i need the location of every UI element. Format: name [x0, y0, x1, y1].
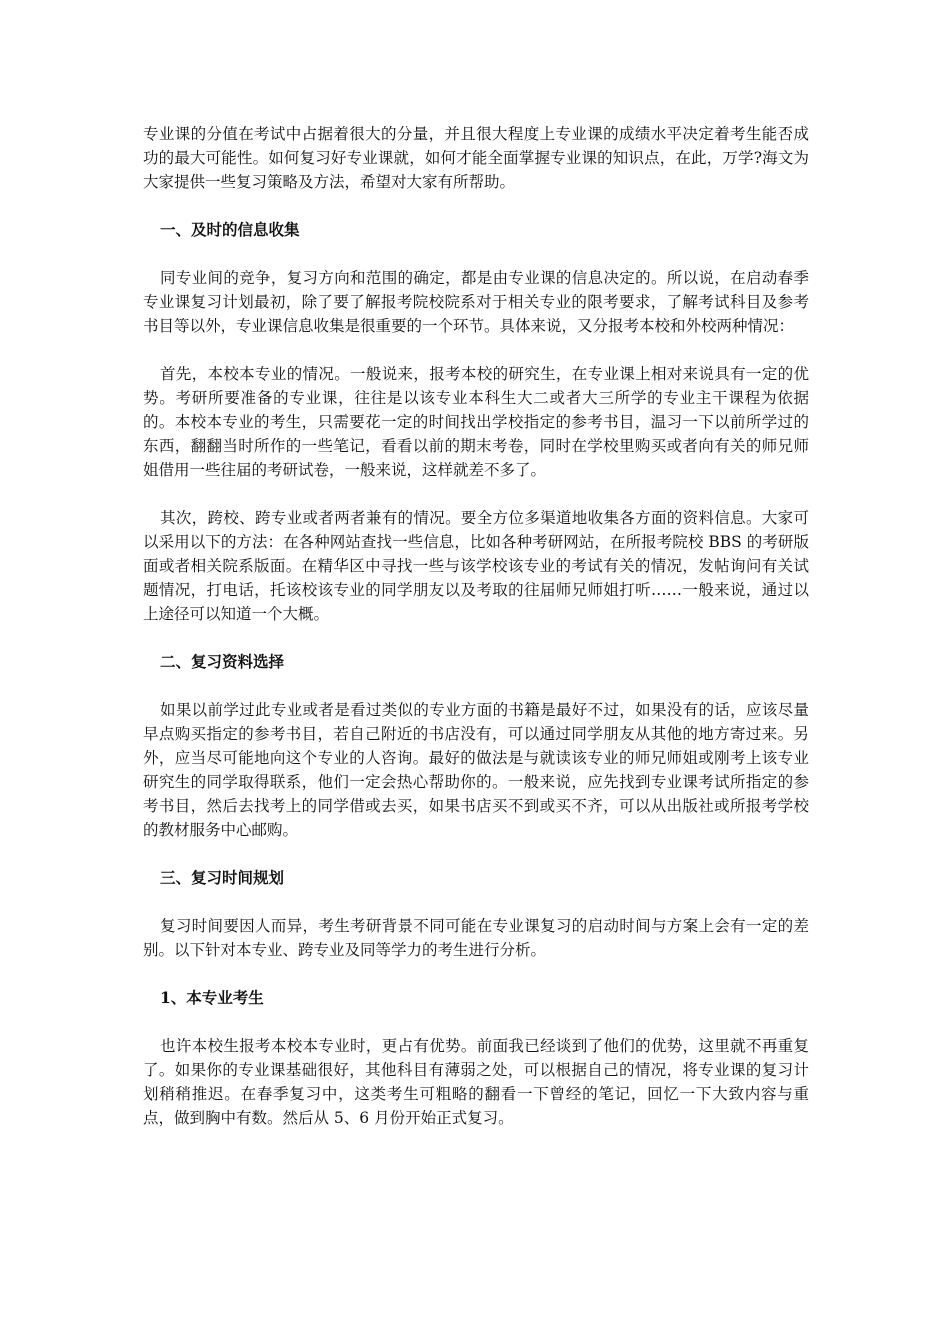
section-heading-info-collection: 一、及时的信息收集	[160, 220, 300, 239]
section-heading-materials: 二、复习资料选择	[160, 652, 285, 671]
spacer	[143, 242, 809, 266]
section1-paragraph-3: 其次，跨校、跨专业或者两者兼有的情况。要全方位多渠道地收集各方面的资料信息。大家可以采用以下的方法：在各种网站查找一些信息，比如各种考研网站，在所报考院校 BBS 的考研版面或者相关院系版面。在精华区中寻找一些与该学校该专业的考试有关的情况，发帖询问有关试题情况，打电话，托该校该专业的同学朋友以及考取的往届师兄师姐打听……一般来说，通过以上途径可以知道一个大概。	[143, 509, 809, 623]
section1-paragraph-2: 首先，本校本专业的情况。一般说来，报考本校的研究生，在专业课上相对来说具有一定的优势。考研所要准备的专业课，往往是以该专业本科生大二或者大三所学的专业主干课程为依据的。本校本专业的考生，只需要花一定的时间找出学校指定的参考书目，温习一下以前所学过的东西，翻翻当时所作的一些笔记，看看以前的期末考卷，同时在学校里购买或者向有关的师兄师姐借用一些往届的考研试卷，一般来说，这样就差不多了。	[143, 365, 809, 479]
spacer	[143, 674, 809, 698]
subsection-heading-same-major: 1、本专业考生	[160, 988, 264, 1007]
document-page	[143, 122, 809, 1130]
spacer	[143, 482, 809, 506]
spacer	[143, 962, 809, 986]
section-heading-time-planning: 三、复习时间规划	[160, 868, 285, 887]
subsection1-paragraph-1: 也许本校生报考本校本专业时，更占有优势。前面我已经谈到了他们的优势，这里就不再重复了。如果你的专业课基础很好，其他科目有薄弱之处，可以根据自己的情况，将专业课的复习计划稍稍推迟。在春季复习中，这类考生可粗略的翻看一下曾经的笔记，回忆一下大致内容与重点，做到胸中有数。然后从 5、6 月份开始正式复习。	[143, 1037, 809, 1127]
spacer	[143, 1010, 809, 1034]
section1-paragraph-1: 同专业间的竞争，复习方向和范围的确定，都是由专业课的信息决定的。所以说，在启动春季专业课复习计划最初，除了要了解报考院校院系对于相关专业的限考要求，了解考试科目及参考书目等以外，专业课信息收集是很重要的一个环节。具体来说，又分报考本校和外校两种情况：	[143, 269, 809, 335]
spacer	[143, 338, 809, 362]
section3-paragraph-1: 复习时间要因人而异，考生考研背景不同可能在专业课复习的启动时间与方案上会有一定的差别。以下针对本专业、跨专业及同等学力的考生进行分析。	[143, 917, 809, 959]
spacer	[143, 194, 809, 218]
spacer	[143, 842, 809, 866]
section2-paragraph-1: 如果以前学过此专业或者是看过类似的专业方面的书籍是最好不过，如果没有的话，应该尽量早点购买指定的参考书目，若自己附近的书店没有，可以通过同学朋友从其他的地方寄过来。另外，应当尽可能地向这个专业的人咨询。最好的做法是与就读该专业的师兄师姐或刚考上该专业研究生的同学取得联系，他们一定会热心帮助你的。一般来说，应先找到专业课考试所指定的参考书目，然后去找考上的同学借或去买，如果书店买不到或买不齐，可以从出版社或所报考学校的教材服务中心邮购。	[143, 701, 809, 839]
intro-paragraph: 专业课的分值在考试中占据着很大的分量，并且很大程度上专业课的成绩水平决定着考生能否成功的最大可能性。如何复习好专业课就，如何才能全面掌握专业课的知识点，在此，万学?海文为大家提供一些复习策略及方法，希望对大家有所帮助。	[143, 125, 809, 191]
spacer	[143, 890, 809, 914]
spacer	[143, 626, 809, 650]
